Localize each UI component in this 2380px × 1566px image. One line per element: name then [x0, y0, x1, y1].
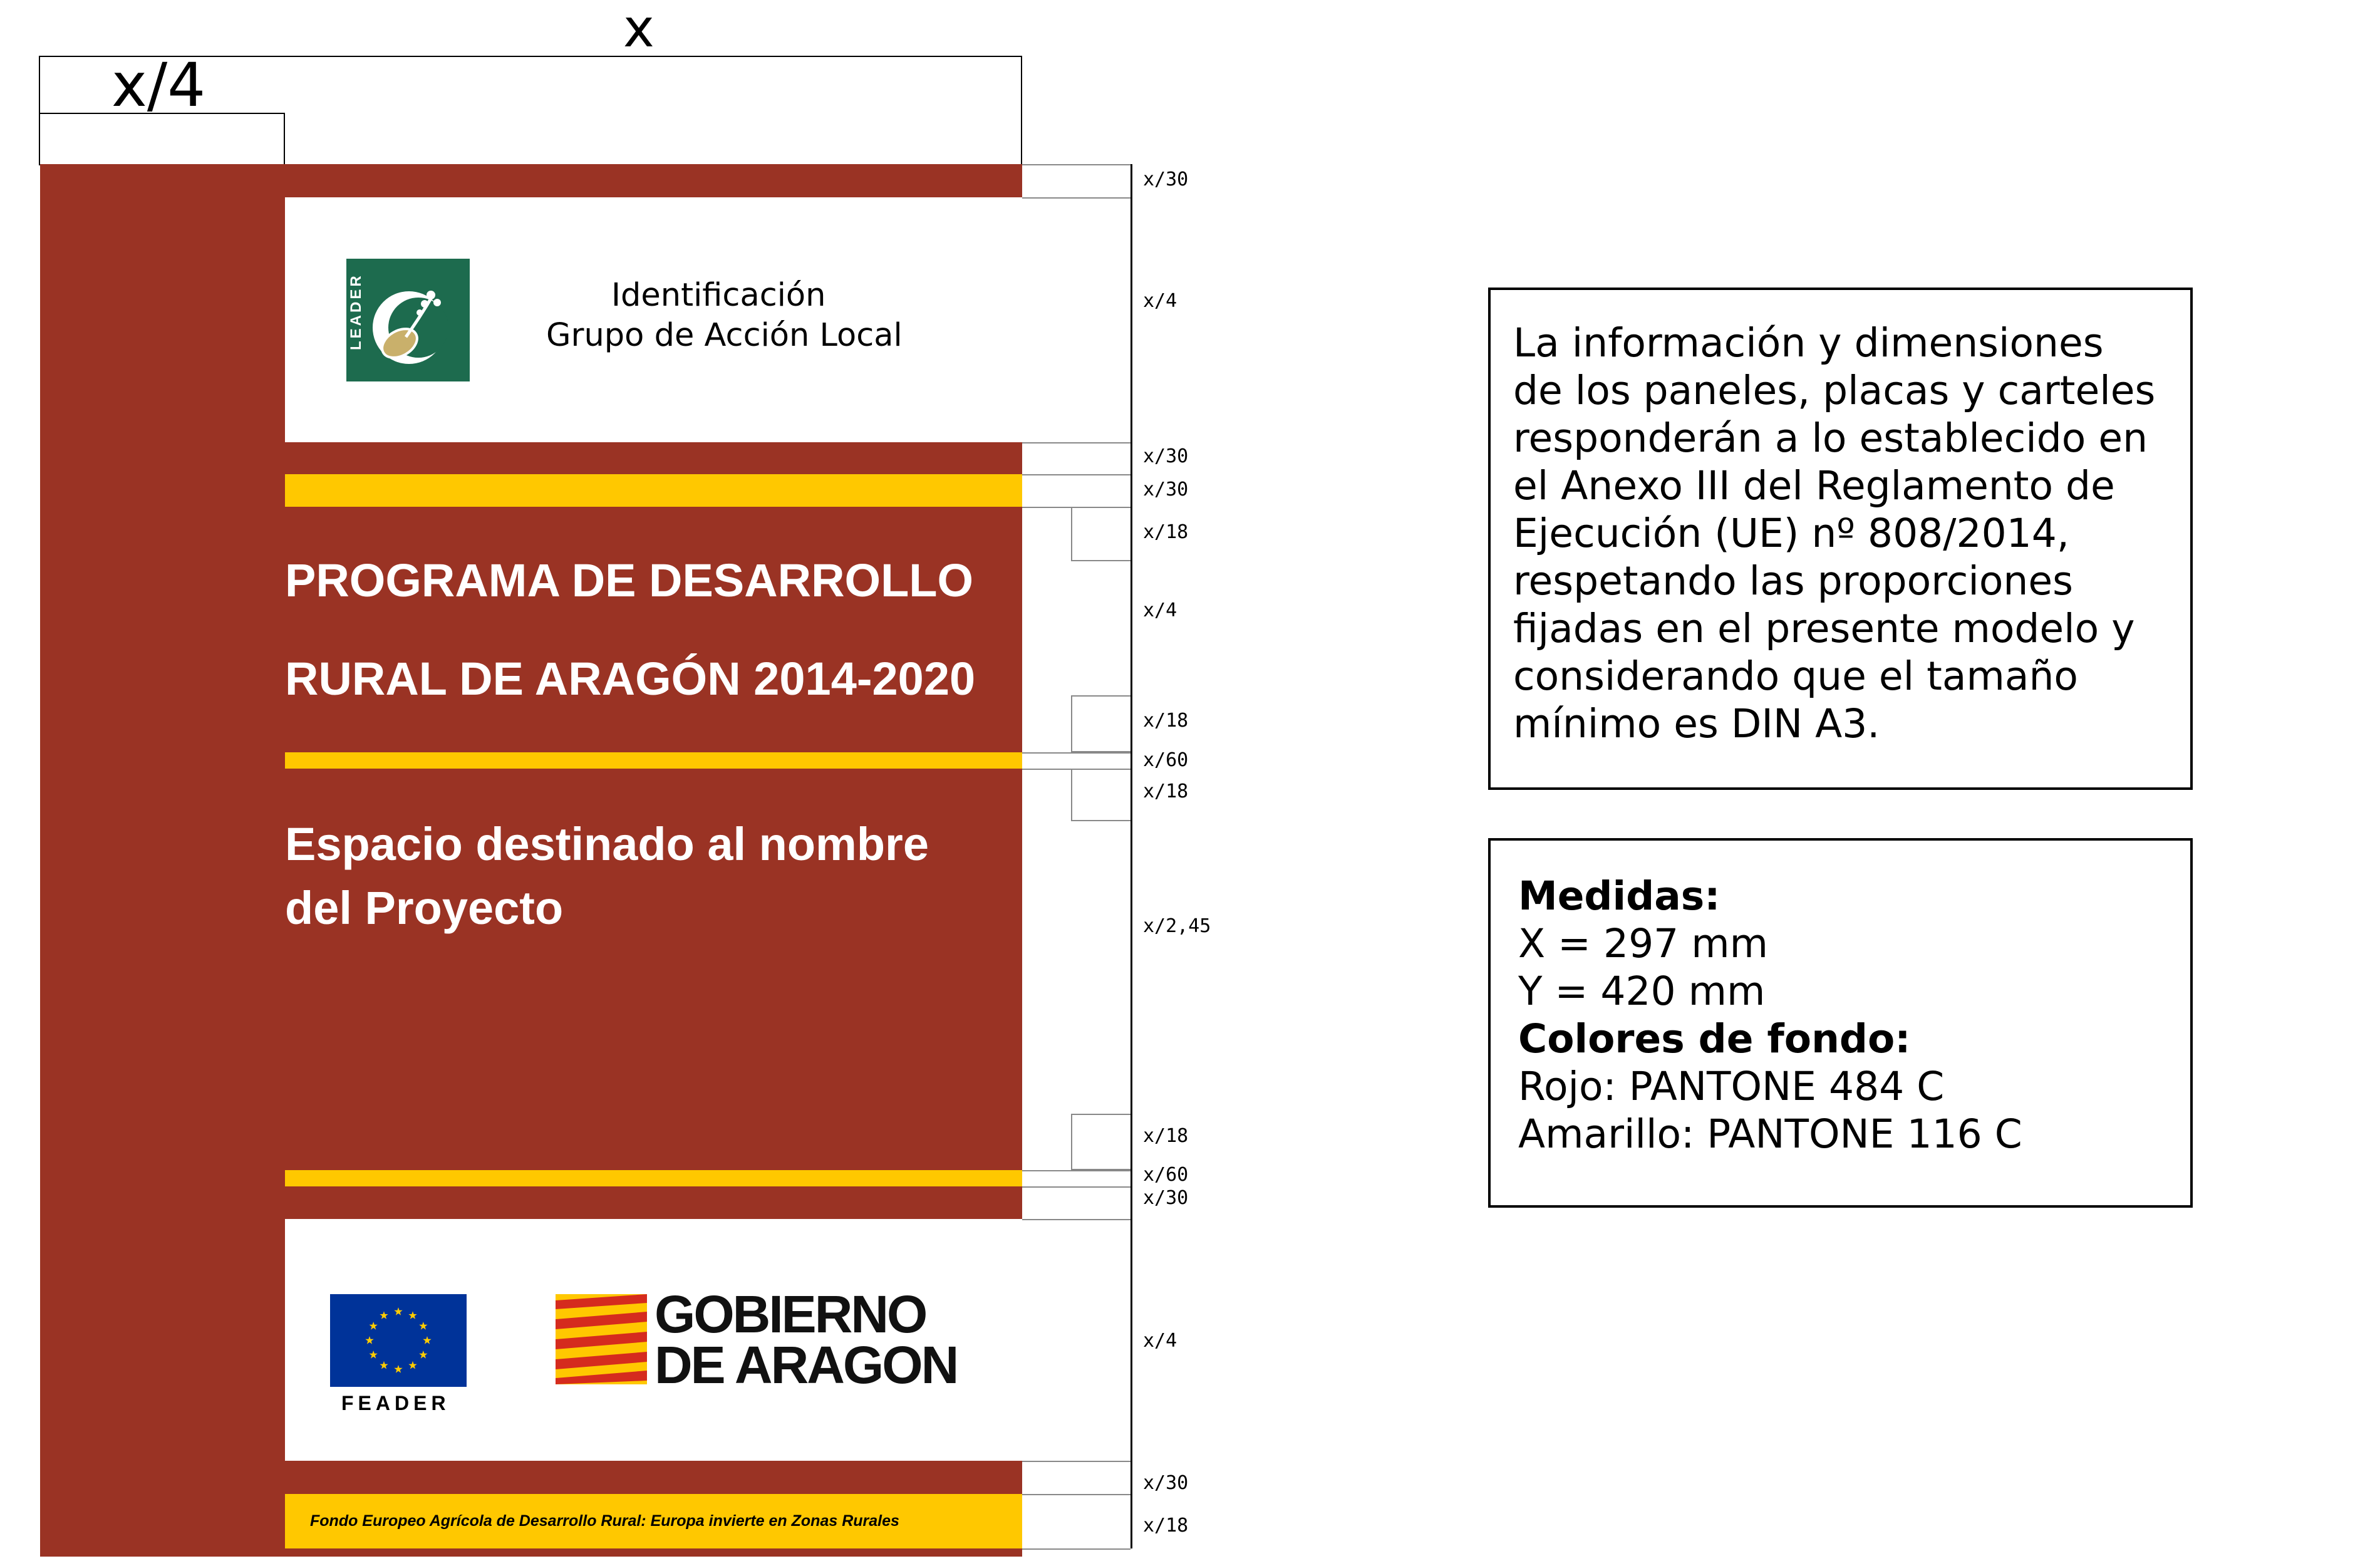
leader-logo-icon [346, 259, 470, 381]
info-line: considerando que el tamaño [1513, 653, 2078, 699]
info-text [1513, 319, 2155, 748]
dimension-bracket [1071, 1114, 1130, 1170]
dimension-bracket [1071, 769, 1130, 821]
dimension-label: x/18 [1143, 521, 1189, 543]
x-value: X = 297 mm [1518, 921, 1769, 967]
dimension-label: x/30 [1143, 1187, 1189, 1209]
dimension-label: x/30 [1143, 1472, 1189, 1494]
programa-line-2: RURAL DE ARAGÓN 2014-2020 [285, 653, 976, 705]
leader-subtitle: Grupo de Acción Local [546, 317, 903, 354]
amarillo-value: Amarillo: PANTONE 116 C [1518, 1111, 2022, 1157]
dimension-label: x/30 [1143, 169, 1189, 190]
dimension-tick [1022, 1170, 1130, 1171]
proyecto-line-1: Espacio destinado al nombre [285, 818, 929, 870]
rojo-value: Rojo: PANTONE 484 C [1518, 1064, 1945, 1109]
aragon-flag-icon [556, 1294, 647, 1384]
dimension-tick [1022, 1186, 1130, 1188]
eu-caption: FEADER [341, 1392, 450, 1414]
dimension-tick [1022, 442, 1130, 443]
gobierno-line-1: GOBIERNO [654, 1285, 926, 1344]
dimension-bracket [1071, 695, 1130, 752]
colores-title: Colores de fondo: [1518, 1016, 1911, 1062]
info-line: fijadas en el presente modelo y [1513, 606, 2135, 651]
dimension-tick [1022, 1548, 1130, 1550]
dimension-label: x/30 [1143, 479, 1189, 500]
dimension-label: x/30 [1143, 445, 1189, 467]
quarter-dimension-label: x/4 [111, 50, 206, 120]
dimension-tick [1022, 197, 1130, 199]
dimension-label: x/18 [1143, 780, 1189, 802]
dimension-label: x/60 [1143, 749, 1189, 771]
info-line: responderán a lo establecido en [1513, 415, 2148, 461]
y-value: Y = 420 mm [1518, 968, 1766, 1014]
yellow-stripe-bottom [285, 1170, 1022, 1186]
dimension-label: x/18 [1143, 710, 1189, 732]
leader-title: Identificación [611, 277, 826, 314]
dimension-label: x/4 [1143, 1330, 1177, 1352]
info-line: el Anexo III del Reglamento de [1513, 463, 2115, 509]
right-dimension-axis [1130, 164, 1132, 1548]
yellow-stripe-top [285, 474, 1022, 507]
dimension-tick [1022, 1461, 1130, 1462]
info-line: La información y dimensiones [1513, 320, 2104, 366]
leader-logo [346, 259, 470, 381]
dimension-label: x/18 [1143, 1125, 1189, 1147]
dimension-label: x/60 [1143, 1164, 1189, 1186]
dimension-label: x/2,45 [1143, 915, 1211, 937]
dimension-tick [1022, 1219, 1130, 1220]
spec-text [1518, 873, 2022, 1158]
eu-flag [330, 1294, 467, 1387]
proyecto-line-2: del Proyecto [285, 882, 564, 934]
gobierno-line-2: DE ARAGON [654, 1335, 958, 1394]
leader-logo-text [348, 328, 365, 350]
dimension-label: x/18 [1143, 1515, 1189, 1537]
info-line: de los paneles, placas y carteles [1513, 368, 2156, 413]
yellow-stripe-middle [285, 752, 1022, 769]
info-line: respetando las proporciones [1513, 558, 2073, 604]
eu-flag-icon [330, 1294, 467, 1387]
dimension-tick [1022, 752, 1130, 754]
dimension-tick [1022, 474, 1130, 475]
footer-text: Fondo Europeo Agrícola de Desarrollo Rural: Europa invierte en Zonas Rurales [310, 1512, 899, 1530]
aragon-flag [556, 1294, 647, 1384]
info-line: mínimo es DIN A3. [1513, 701, 1880, 747]
medidas-title: Medidas: [1518, 873, 1720, 919]
quarter-dimension-frame [39, 113, 285, 165]
dimension-label: x/4 [1143, 290, 1177, 312]
dimension-tick [1022, 164, 1130, 165]
info-line: Ejecución (UE) nº 808/2014, [1513, 511, 2069, 556]
dimension-bracket [1071, 507, 1130, 561]
programa-line-1: PROGRAMA DE DESARROLLO [285, 554, 974, 606]
dimension-tick [1022, 1494, 1130, 1495]
width-dimension-label: x [623, 0, 654, 59]
dimension-label: x/4 [1143, 599, 1177, 621]
